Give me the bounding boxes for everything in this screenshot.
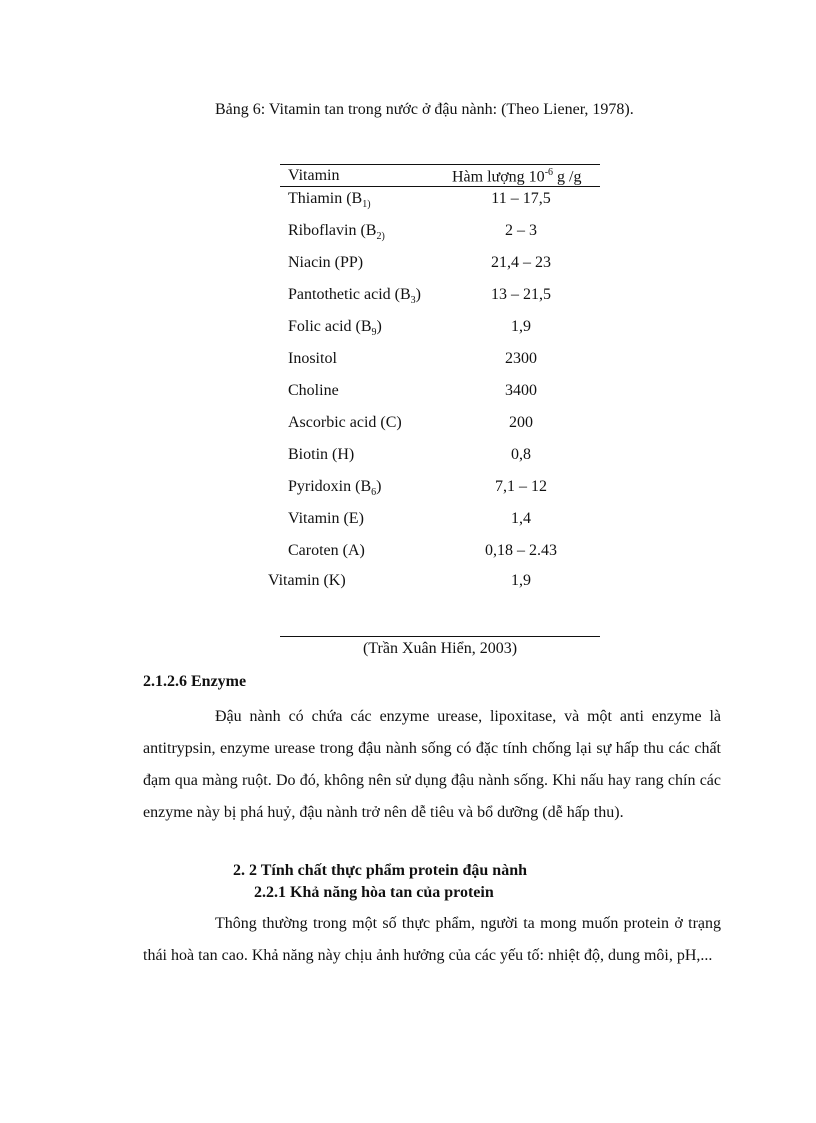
vitamin-name <box>288 285 421 311</box>
vitamin-name <box>288 317 382 343</box>
vitamin-value: 1,4 <box>511 510 531 527</box>
vitamin-name-text: Inositol <box>288 350 337 367</box>
vitamin-subscript: 9 <box>371 327 377 339</box>
vitamin-name-end: ) <box>376 318 382 335</box>
subsection-heading-solubility: 2.2.1 Khả năng hòa tan của protein <box>254 884 494 901</box>
vitamin-value: 0,18 – 2.43 <box>485 542 557 559</box>
vitamin-name <box>288 477 381 503</box>
vitamin-subscript: 1) <box>362 199 371 211</box>
vitamin-name-text: Vitamin (E) <box>288 510 364 527</box>
vitamin-subscript: 3 <box>410 295 416 307</box>
vitamin-value: 1,9 <box>511 572 531 589</box>
vitamin-name <box>288 221 385 247</box>
vitamin-name <box>288 413 402 433</box>
column-header-vitamin: Vitamin <box>288 167 340 184</box>
column-header-content-exponent: -6 <box>544 167 554 178</box>
vitamin-value: 0,8 <box>511 446 531 463</box>
vitamin-value: 1,9 <box>511 318 531 335</box>
vitamin-value: 13 – 21,5 <box>491 286 551 303</box>
table-top-rule <box>280 164 600 165</box>
paragraph-solubility: Thông thường trong một số thực phẩm, người ta mong muốn protein ở trạng thái hoà tan cao. Khả năng này chịu ảnh hưởng của các yếu tố: nhiệt độ, dung môi, pH,... <box>143 915 721 964</box>
vitamin-name <box>288 509 364 529</box>
vitamin-value: 11 – 17,5 <box>491 190 551 207</box>
vitamin-name <box>288 381 339 401</box>
section-heading-protein-properties: 2. 2 Tính chất thực phẩm protein đậu nành <box>233 862 527 879</box>
vitamin-name <box>288 445 354 465</box>
vitamin-value: 200 <box>509 414 533 431</box>
vitamin-name-text: Folic acid (B <box>288 318 372 335</box>
vitamin-name-end: ) <box>415 286 421 303</box>
vitamin-name-text: Pyridoxin (B <box>288 478 372 495</box>
vitamin-value: 3400 <box>505 382 537 399</box>
vitamin-name <box>268 571 346 591</box>
column-header-content-prefix: Hàm lượng 10 <box>452 168 545 186</box>
vitamin-name-text: Caroten (A) <box>288 542 365 559</box>
vitamin-name-text: Niacin (PP) <box>288 254 364 271</box>
vitamin-value: 2 – 3 <box>505 222 537 239</box>
vitamin-name <box>288 541 365 561</box>
vitamin-name-text: Riboflavin (B <box>288 222 377 239</box>
vitamin-name-end: ) <box>376 478 382 495</box>
vitamin-name-text: Pantothetic acid (B <box>288 286 411 303</box>
column-header-content <box>452 167 581 186</box>
table-source: (Trần Xuân Hiển, 2003) <box>362 640 518 657</box>
vitamin-value: 2300 <box>505 350 537 367</box>
vitamin-name-text: Choline <box>288 382 339 399</box>
vitamin-subscript: 2) <box>376 231 385 243</box>
vitamin-subscript: 6 <box>371 487 377 499</box>
table-caption: Bảng 6: Vitamin tan trong nước ở đậu nành: (Theo Liener, 1978). <box>215 101 634 118</box>
section-heading-enzyme: 2.1.2.6 Enzyme <box>143 673 247 690</box>
column-header-content-unit: g /g <box>553 168 582 186</box>
vitamin-name <box>288 253 363 273</box>
vitamin-name-text: Biotin (H) <box>288 446 355 463</box>
vitamin-name <box>288 189 371 215</box>
table-header-rule <box>280 186 600 187</box>
vitamin-name-text: Thiamin (B <box>288 190 363 207</box>
vitamin-value: 21,4 – 23 <box>491 254 551 271</box>
paragraph-enzyme: Đậu nành có chứa các enzyme urease, lipoxitase, và một anti enzyme là antitrypsin, enzyme urease trong đậu nành sống có đặc tính chống lại sự hấp thu các chất đạm qua màng ruột. Do đó, không nên sử dụng đậu nành sống. Khi nấu hay rang chín các enzyme này bị phá huỷ, đậu nành trở nên dễ tiêu và bổ dưỡng (dễ hấp thu). <box>143 708 721 821</box>
vitamin-name-text: Vitamin (K) <box>268 572 346 589</box>
vitamin-name <box>288 349 337 369</box>
vitamin-name-text: Ascorbic acid (C) <box>288 414 402 431</box>
vitamin-value: 7,1 – 12 <box>495 478 547 495</box>
table-bottom-rule <box>280 636 600 637</box>
